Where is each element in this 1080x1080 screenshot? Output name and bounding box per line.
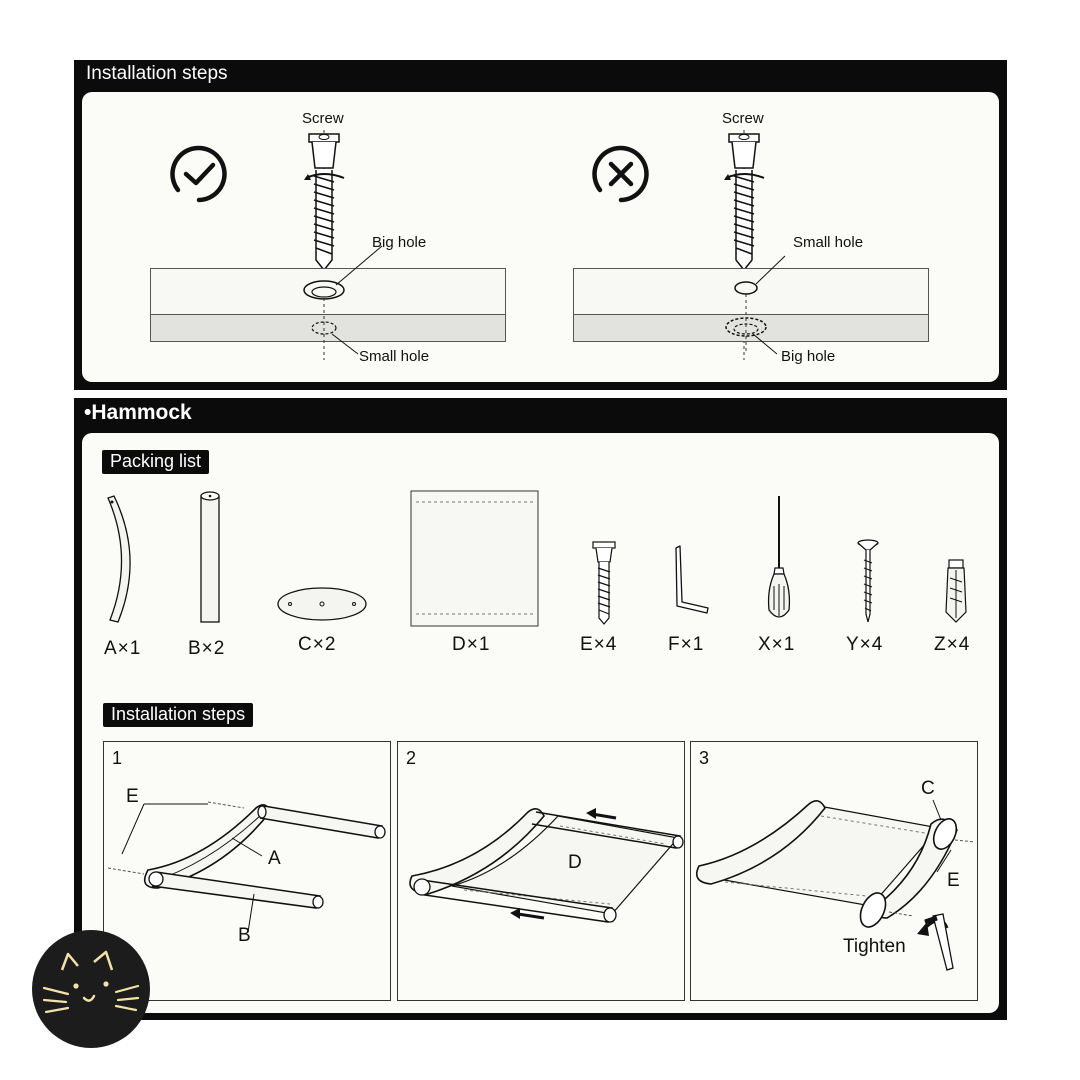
step-1-label-a: A (268, 848, 281, 869)
logo-badge (32, 930, 150, 1048)
top-section-title: Installation steps (86, 63, 228, 84)
step-2-number: 2 (406, 748, 417, 768)
rod-icon (198, 490, 222, 628)
cat-face-icon (32, 930, 150, 1048)
part-label-f: F×1 (668, 634, 705, 655)
step-2-label-d: D (568, 852, 582, 873)
wood-screw-icon (856, 538, 880, 624)
step-3-number: 3 (699, 748, 710, 768)
big-hole-label-correct: Big hole (372, 234, 427, 251)
x-circle-icon (590, 143, 652, 205)
part-label-z: Z×4 (934, 634, 971, 655)
part-label-e: E×4 (580, 634, 618, 655)
small-hole-label-correct: Small hole (359, 348, 430, 365)
part-label-x: X×1 (758, 634, 796, 655)
wood-board-correct (150, 268, 506, 352)
installation-steps-tag: Installation steps (103, 703, 253, 727)
part-label-c: C×2 (298, 634, 337, 655)
screw-label-incorrect: Screw (722, 110, 764, 127)
part-label-b: B×2 (188, 638, 226, 659)
part-label-d: D×1 (452, 634, 491, 655)
screw-label-correct: Screw (302, 110, 344, 127)
step-3-label-tighten: Tighten (843, 936, 906, 957)
step-2-panel (397, 741, 685, 1001)
round-plate-icon (276, 586, 368, 622)
step-1-label-e: E (126, 786, 139, 807)
part-label-y: Y×4 (846, 634, 884, 655)
step-3-label-e: E (947, 870, 960, 891)
step-3-panel (690, 741, 978, 1001)
part-label-a: A×1 (104, 638, 142, 659)
screwdriver-icon (764, 494, 794, 626)
bolt-icon (590, 540, 618, 626)
fabric-bed-icon (410, 490, 540, 628)
packing-list-tag: Packing list (102, 450, 209, 474)
wood-board-incorrect (573, 268, 929, 352)
step-1-label-b: B (238, 925, 251, 946)
small-hole-label-incorrect: Small hole (793, 234, 864, 251)
curved-arm-icon (104, 492, 136, 626)
hammock-section-title: •Hammock (84, 401, 192, 424)
big-hole-label-incorrect: Big hole (781, 348, 836, 365)
step-1-number: 1 (112, 748, 123, 768)
wall-anchor-icon (942, 558, 970, 624)
step-2-diagram (398, 742, 684, 1000)
step-3-label-c: C (921, 778, 935, 799)
hex-key-icon (670, 544, 714, 616)
check-circle-icon (168, 143, 230, 205)
